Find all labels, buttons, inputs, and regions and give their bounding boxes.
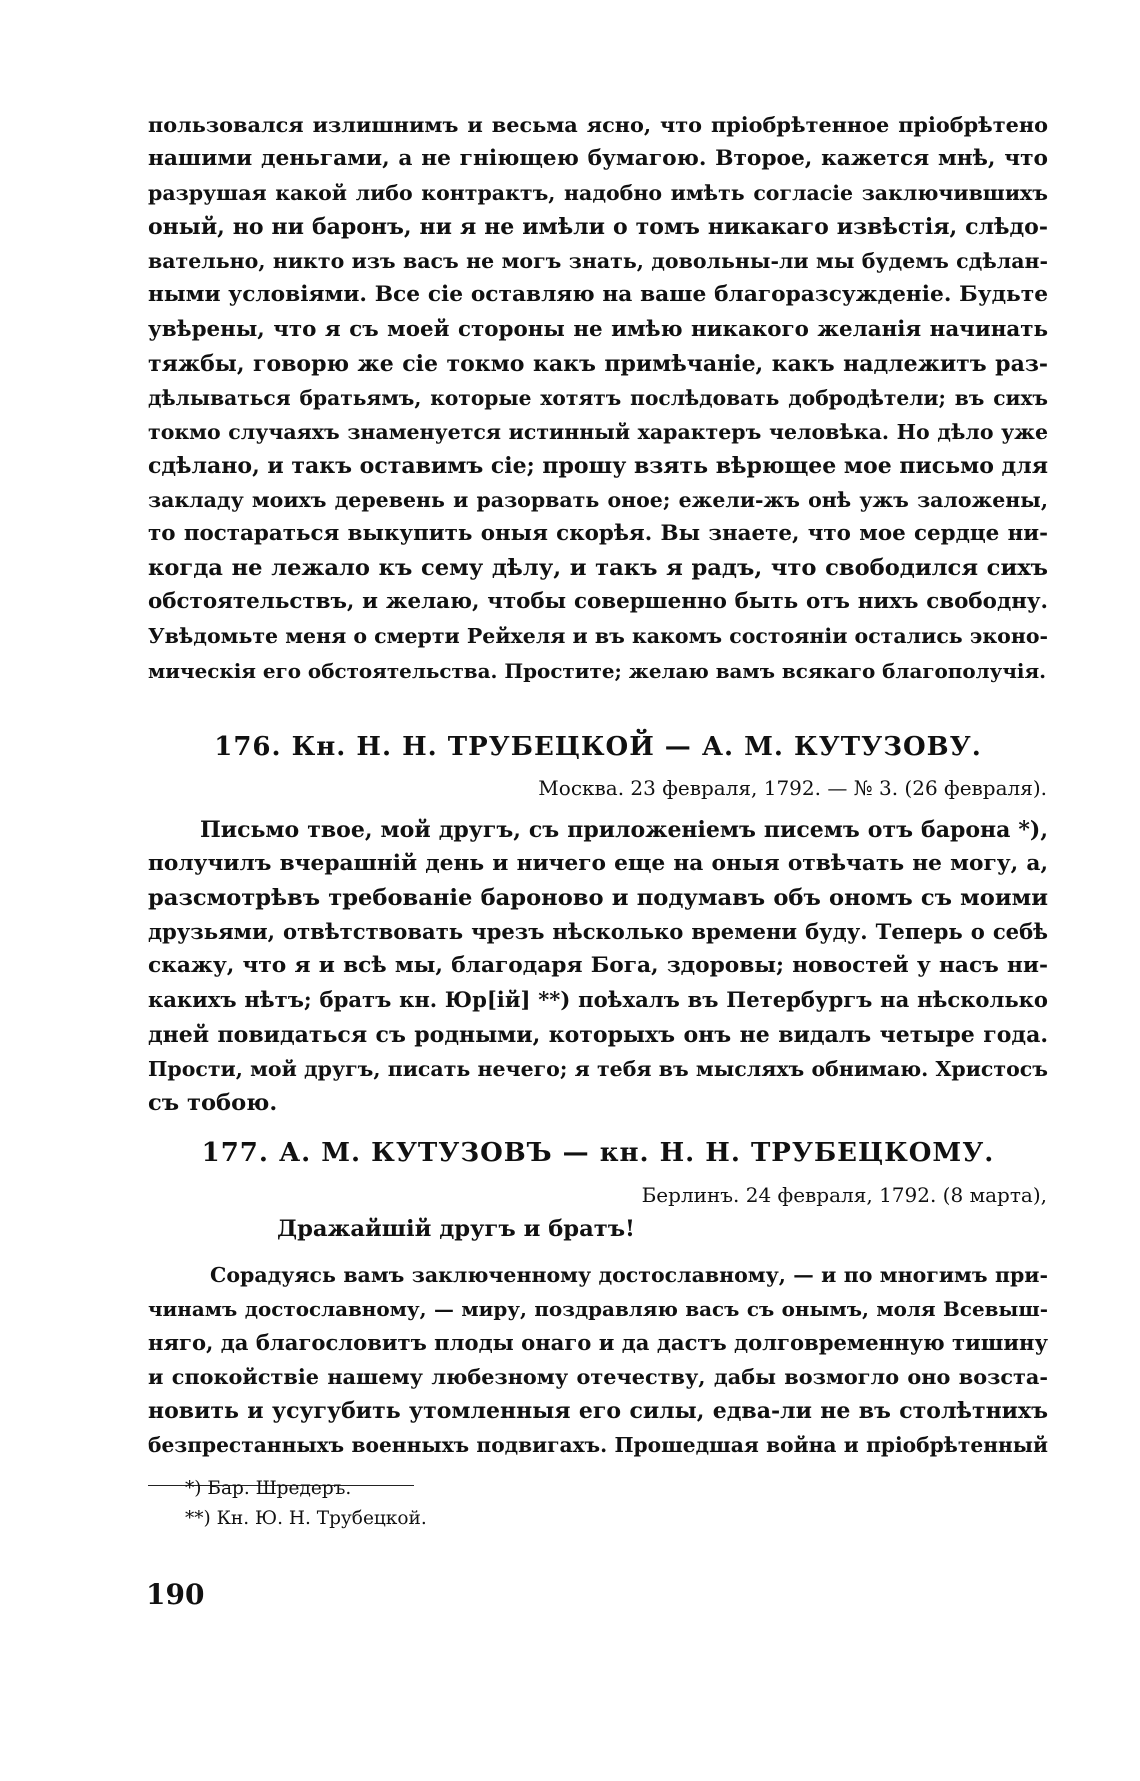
text-line: Письмо твое, мой другъ, съ приложеніемъ писемъ отъ барона *),	[200, 817, 1048, 843]
text-line: съ тобою.	[148, 1089, 278, 1116]
text-line: оный, но ни баронъ, ни я не имѣли о томъ никакаго извѣстія, слѣдо-	[148, 214, 1048, 241]
text-line: разсмотрѣвъ требованіе бароново и подумавъ объ ономъ съ моими	[148, 885, 1048, 912]
text-line: няго, да благословитъ плоды онаго и да дастъ долговременную тишину	[148, 1330, 1048, 1356]
letter-177-body	[148, 1258, 1048, 1463]
letter-176-body	[148, 813, 1048, 1120]
footnote-1: *) Бар. Шредеръ.	[185, 1478, 352, 1499]
text-line: токмо случаяхъ знаменуется истинный характеръ человѣка. Но дѣло уже	[148, 419, 1048, 444]
text-line: друзьями, отвѣтствовать чрезъ нѣсколько времени буду. Теперь о себѣ	[148, 919, 1048, 945]
letter-176-dateline: Москва. 23 февраля, 1792. — № 3. (26 февраля).	[538, 776, 1047, 800]
text-line: Увѣдомьте меня о смерти Рейхеля и въ какомъ состояніи остались эконо-	[148, 624, 1049, 649]
letter-176-heading: 176. Кн. Н. Н. ТРУБЕЦКОЙ — А. М. КУТУЗОВУ.	[214, 732, 982, 762]
page-number: 190	[146, 1578, 205, 1611]
continuation-paragraph	[148, 108, 1048, 688]
text-line: сдѣлано, и такъ оставимъ сіе; прошу взять вѣрющее мое письмо для	[148, 452, 1048, 479]
text-line: дней повидаться съ родными, которыхъ онъ не видалъ четыре года.	[148, 1021, 1048, 1048]
text-line: получилъ вчерашній день и ничего еще на оныя отвѣчать не могу, а,	[148, 851, 1048, 877]
text-line: увѣрены, что я съ моей стороны не имѣю никакого желанія начинать	[148, 316, 1048, 342]
text-line: дѣлываться братьямъ, которые хотятъ послѣдовать добродѣтели; въ сихъ	[148, 385, 1048, 410]
text-line: скажу, что я и всѣ мы, благодаря Бога, здоровы; новостей у насъ ни-	[148, 953, 1048, 979]
text-line: ными условіями. Все сіе оставляю на ваше благоразсужденіе. Будьте	[148, 282, 1048, 308]
letter-177-salutation: Дражайшій другъ и братъ!	[277, 1216, 635, 1242]
footnote-2: **) Кн. Ю. Н. Трубецкой.	[185, 1508, 427, 1529]
text-line: закладу моихъ деревень и разорвать оное; ежели-жъ онѣ ужъ заложены,	[148, 488, 1048, 513]
text-line: чинамъ достославному, — миру, поздравляю васъ съ онымъ, моля Всевыш-	[148, 1297, 1048, 1322]
text-line: и спокойствіе нашему любезному отечеству, дабы возмогло оно возста-	[148, 1364, 1048, 1390]
text-line: тяжбы, говорю же сіе токмо какъ примѣчаніе, какъ надлежитъ раз-	[148, 350, 1048, 377]
text-line: какихъ нѣтъ; братъ кн. Юр[ій] **) поѣхалъ въ Петербургъ на нѣсколько	[148, 987, 1048, 1013]
text-line: обстоятельствъ, и желаю, чтобы совершенно быть отъ нихъ свободну.	[148, 589, 1048, 615]
text-line: когда не лежало къ сему дѣлу, и такъ я радъ, что свободился сихъ	[148, 555, 1048, 582]
text-line: пользовался излишнимъ и весьма ясно, что пріобрѣтенное пріобрѣтено	[148, 112, 1048, 137]
text-line: разрушая какой либо контрактъ, надобно имѣть согласіе заключившихъ	[148, 181, 1048, 206]
text-line: нашими деньгами, а не гніющею бумагою. Второе, кажется мнѣ, что	[148, 146, 1048, 172]
letter-177-heading: 177. А. М. КУТУЗОВЪ — кн. Н. Н. ТРУБЕЦКОМУ.	[201, 1138, 995, 1168]
text-line: то постараться выкупить оныя скорѣя. Вы знаете, что мое сердце ни-	[148, 521, 1048, 547]
text-line: новить и усугубить утомленныя его силы, едва-ли не въ столѣтнихъ	[148, 1398, 1048, 1425]
letter-177-dateline: Берлинъ. 24 февраля, 1792. (8 марта),	[641, 1183, 1047, 1207]
text-line: вательно, никто изъ васъ не могъ знать, довольны-ли мы будемъ сдѣлан-	[148, 249, 1048, 274]
text-line: Прости, мой другъ, писать нечего; я тебя въ мысляхъ обнимаю. Христосъ	[148, 1056, 1048, 1081]
text-line: мическія его обстоятельства. Простите; желаю вамъ всякаго благополучія.	[148, 658, 1047, 683]
text-line: Сорадуясь вамъ заключенному достославному, — и по многимъ при-	[210, 1263, 1048, 1287]
text-line: безпрестанныхъ военныхъ подвигахъ. Прошедшая война и пріобрѣтенный	[148, 1433, 1048, 1458]
